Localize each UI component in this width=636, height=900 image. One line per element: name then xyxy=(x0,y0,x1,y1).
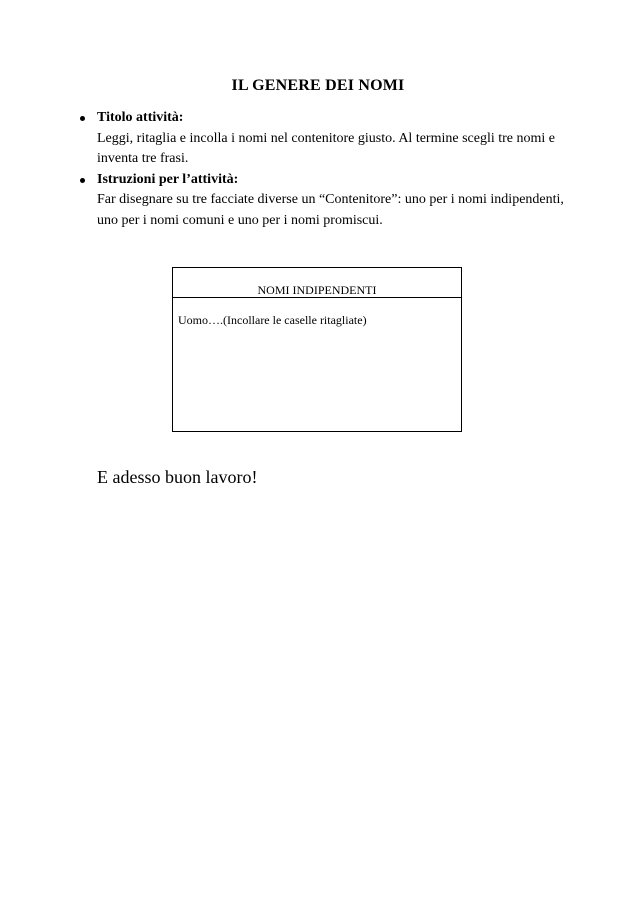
container-body: Uomo….(Incollare le caselle ritagliate) xyxy=(178,313,367,327)
list-item-text: Leggi, ritaglia e incolla i nomi nel contenitore giusto. Al termine scegli tre nomi e inventa tre frasi. xyxy=(97,130,555,166)
bullet-icon xyxy=(80,178,85,183)
list-item-heading: Istruzioni per l’attività: xyxy=(97,171,239,187)
bullet-icon xyxy=(80,116,85,121)
page-title: IL GENERE DEI NOMI xyxy=(231,77,405,94)
list-item-heading: Titolo attività: xyxy=(97,110,184,125)
closing-text: E adesso buon lavoro! xyxy=(97,467,258,487)
list-item-titolo xyxy=(0,108,636,170)
container-header: NOMI INDIPENDENTI xyxy=(173,268,461,298)
list-item-text: Far disegnare su tre facciate diverse un “Contenitore”: uno per i nomi indipendenti, uno per i nomi comuni e uno per i nomi promiscui. xyxy=(97,192,564,228)
list-item-istruzioni xyxy=(0,170,636,232)
activity-list xyxy=(0,108,636,231)
container-box xyxy=(172,267,462,432)
